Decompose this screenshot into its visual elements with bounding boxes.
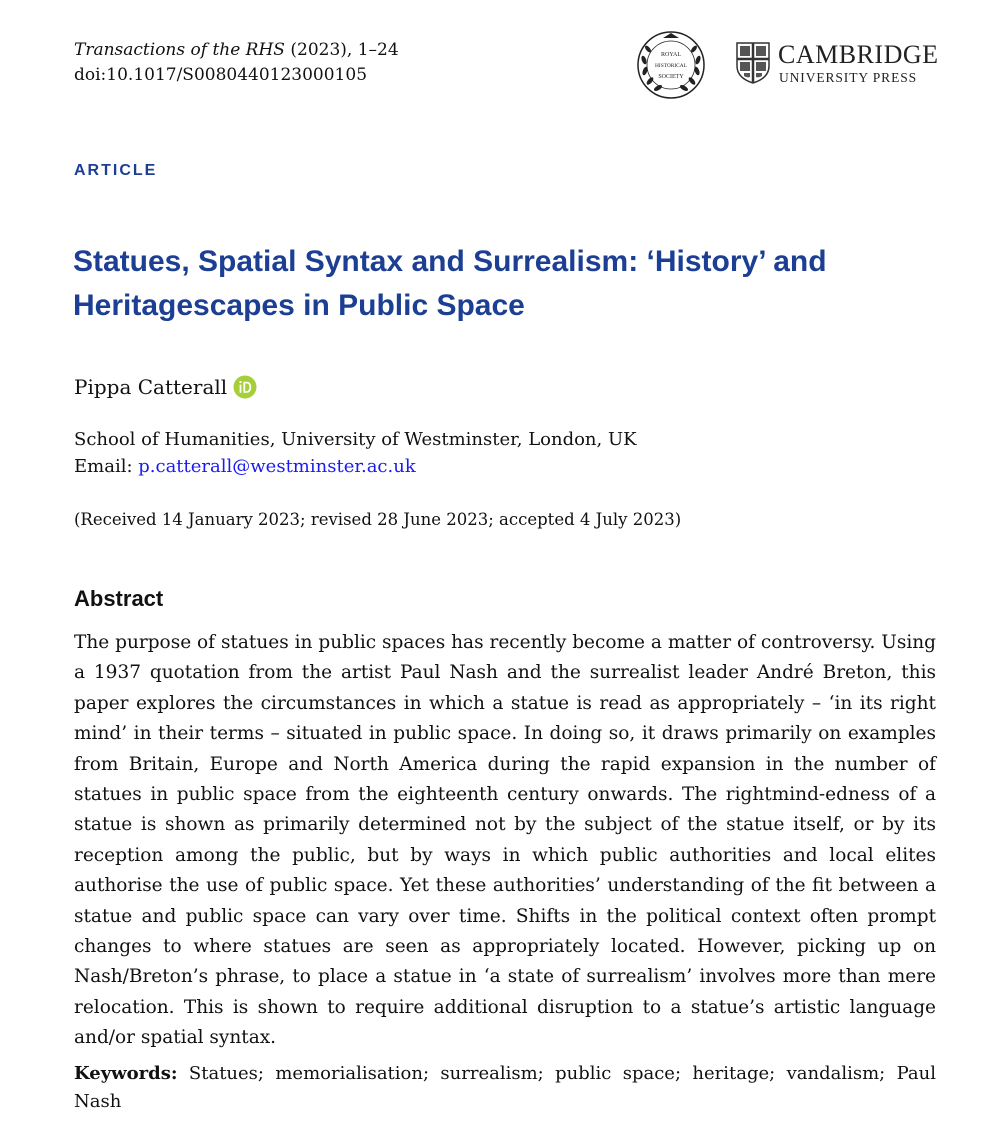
seal-text-royal: ROYAL	[660, 52, 682, 58]
publisher-name: CAMBRIDGE	[778, 40, 939, 69]
affiliation: School of Humanities, University of Westminster, London, UK	[74, 429, 637, 450]
publisher-logos	[636, 30, 939, 102]
doi[interactable]: doi:10.1017/S0080440123000105	[74, 65, 368, 85]
publisher-subtitle: UNIVERSITY PRESS	[779, 70, 918, 85]
received-dates: (Received 14 January 2023; revised 28 June 2023; accepted 4 July 2023)	[74, 510, 682, 529]
seal-text-historical: HISTORICAL	[655, 63, 687, 69]
cambridge-shield-icon	[736, 42, 770, 84]
seal-text-society: SOCIETY	[658, 74, 684, 80]
abstract-text: The purpose of statues in public spaces has recently become a matter of controversy. Using a 1937 quotation from the artist Paul Nash and the surrealist leader André Breton, this paper explores the circumstances in which a statue is read as appropriately – ‘in its right mind’ in their terms – situated in public space. In doing so, it draws primarily on examples from Britain, Europe and North America during the rapid expansion in the number of statues in public space from the eighteenth century onwards. The rightmind-edness of a statue is shown as primarily determined not by the subject of the statue itself, or by its reception among the public, but by ways in which public authorities and local elites authorise the use of public space. Yet these authorities’ understanding of the fit between a statue and public space can vary over time. Shifts in the political context often prompt changes to where statues are seen as appropriately located. However, picking up on Nash/Breton’s phrase, to place a statue in ‘a state of surrealism’ involves more than mere relocation. This is shown to require additional disruption to a statue’s artistic language and/or spatial syntax.	[74, 632, 936, 1049]
keywords	[74, 1060, 936, 1116]
author-affiliation-block	[74, 426, 637, 480]
journal-citation	[74, 38, 399, 63]
keywords-list: Statues; memorialisation; surrealism; public space; heritage; vandalism; Paul Nash	[74, 1063, 936, 1112]
email-link[interactable]: p.catterall@westminster.ac.uk	[138, 456, 416, 477]
abstract-heading: Abstract	[74, 586, 164, 611]
cambridge-university-press-logo	[736, 40, 939, 90]
royal-historical-society-seal-icon	[636, 30, 706, 100]
email-label: Email:	[74, 456, 139, 477]
author-name: Pippa Catterall	[74, 375, 228, 399]
article-type-label: ARTICLE	[74, 162, 158, 179]
email-line	[74, 453, 637, 480]
author-line	[74, 375, 257, 399]
journal-name: Transactions of the RHS	[74, 40, 285, 60]
orcid-icon[interactable]	[233, 375, 257, 399]
keywords-label: Keywords:	[74, 1063, 178, 1084]
article-title: Statues, Spatial Syntax and Surrealism: ‘History’ and Heritagescapes in Public Space	[73, 245, 827, 322]
journal-header	[74, 38, 399, 88]
journal-year-pages: (2023), 1–24	[284, 40, 399, 60]
